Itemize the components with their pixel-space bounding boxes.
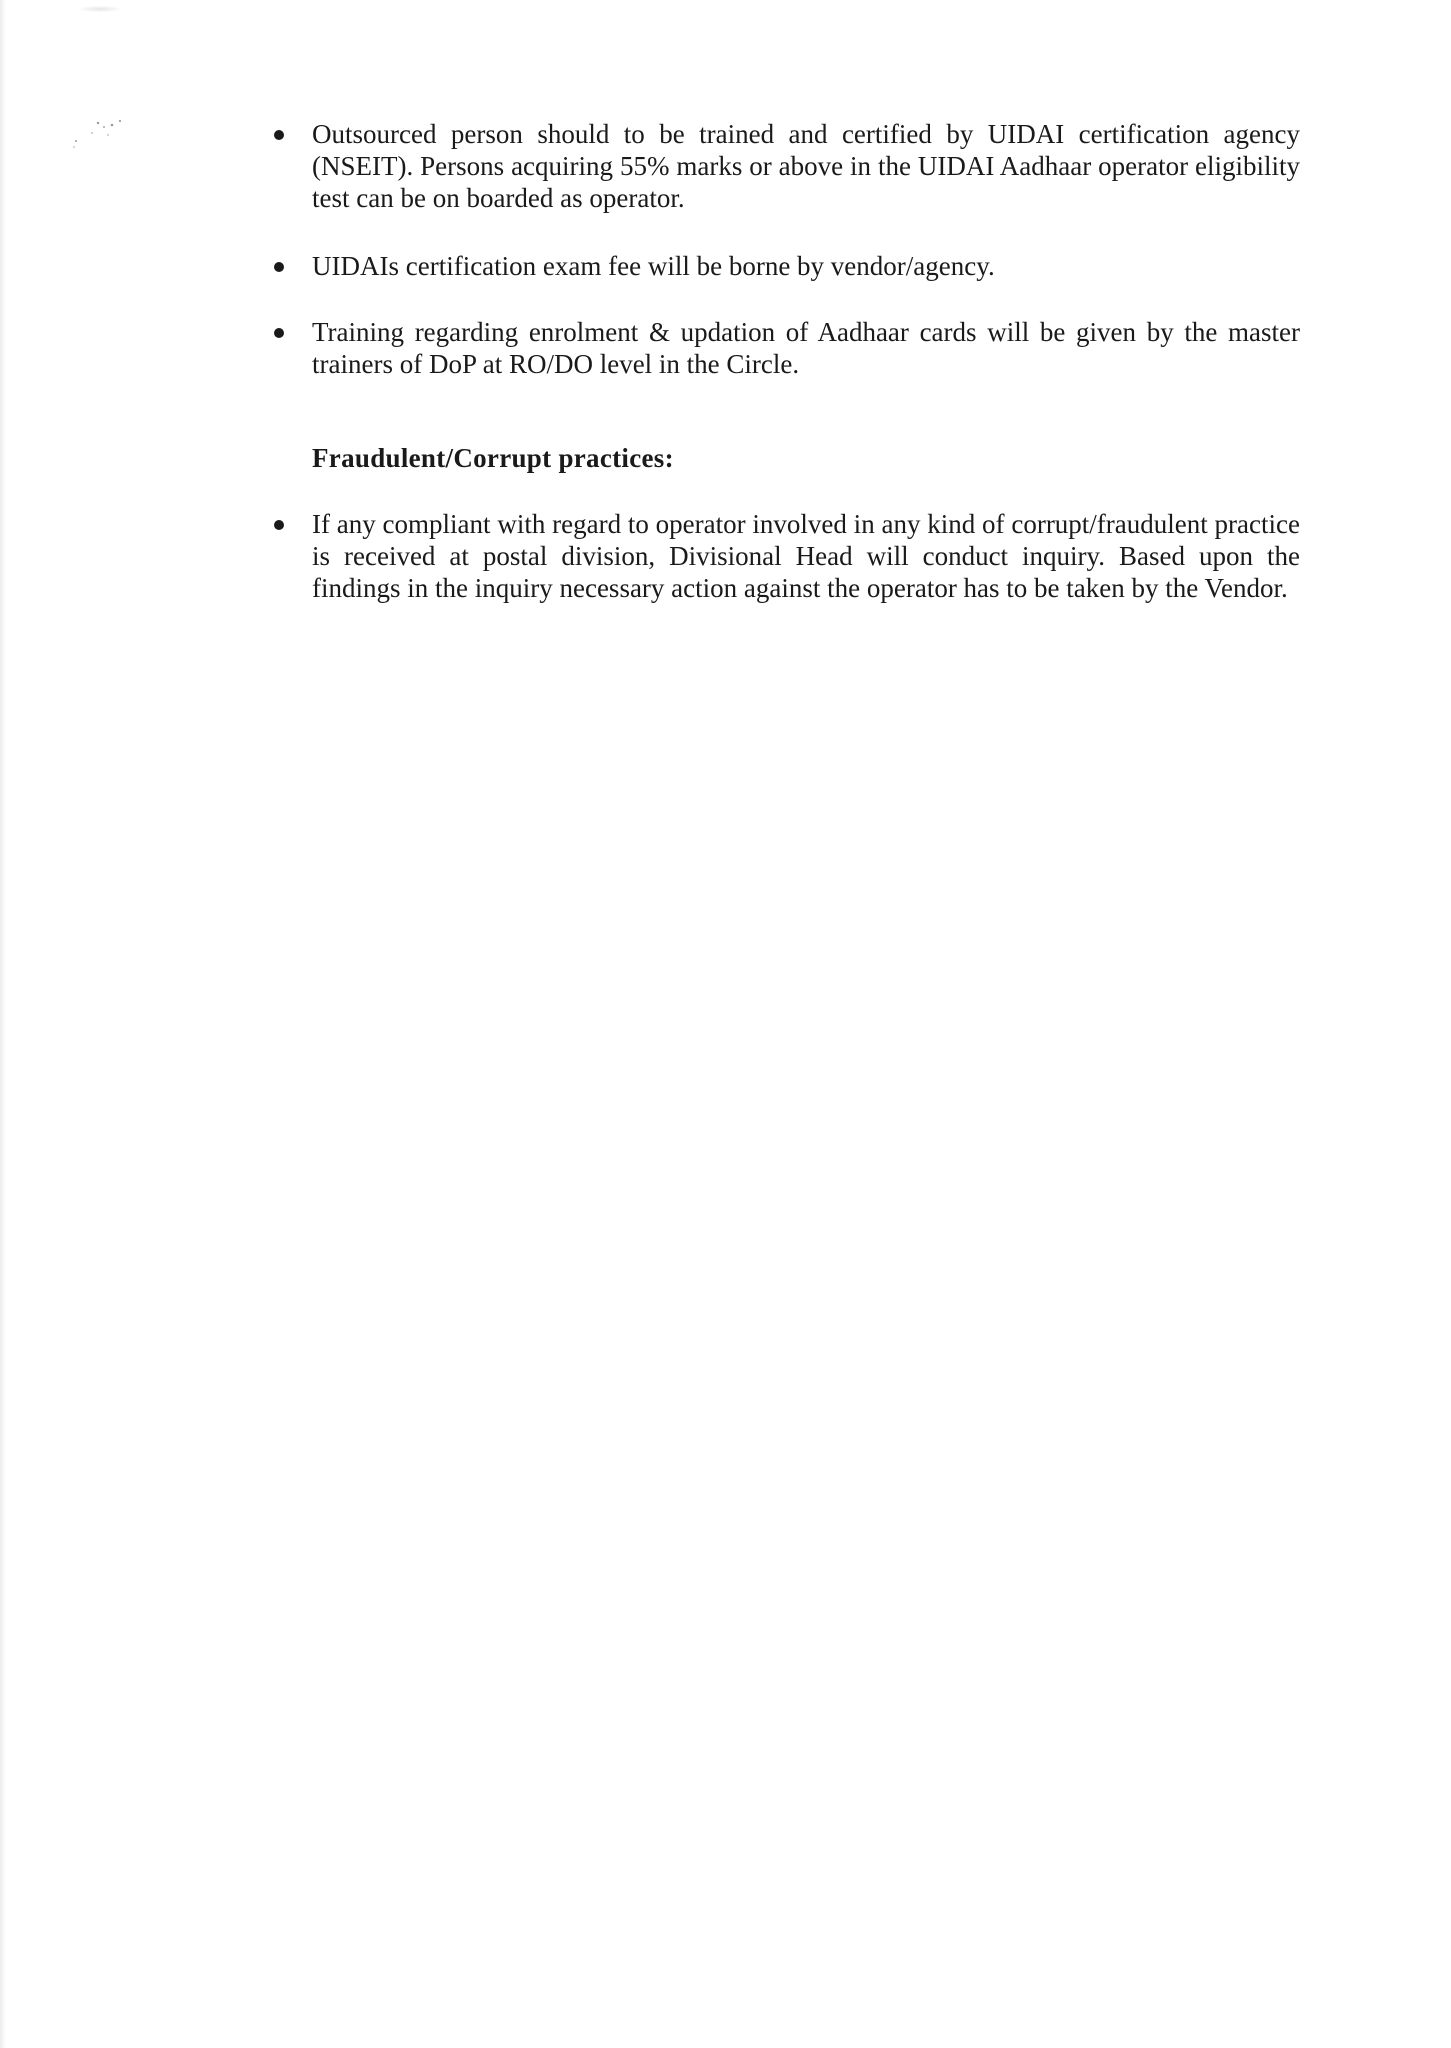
list-item-text: Training regarding enrolment & updation of Aadhaar cards will be given by the master trainers of DoP at RO/DO level in the Circle. <box>312 317 1300 379</box>
bullet-list-top <box>268 118 1300 380</box>
list-item-text: Outsourced person should to be trained and certified by UIDAI certification agency (NSEIT). Persons acquiring 55% marks or above in the UIDAI Aadhaar operator eligibility test can be on boarded as operator. <box>312 119 1300 213</box>
scan-speck-marks <box>68 115 128 155</box>
bullet-icon <box>274 520 284 530</box>
list-item <box>268 316 1300 380</box>
section-heading: Fraudulent/Corrupt practices: <box>312 443 674 473</box>
list-item-text: UIDAIs certification exam fee will be borne by vendor/agency. <box>312 251 995 281</box>
list-item-text: If any compliant with regard to operator involved in any kind of corrupt/fraudulent practice is received at postal division, Divisional Head will conduct inquiry. Based upon the findings in the inquiry necessary action against the operator has to be taken by the Vendor. <box>312 509 1300 603</box>
bullet-icon <box>274 262 284 272</box>
bullet-icon <box>274 328 284 338</box>
list-item <box>268 250 1300 282</box>
list-item <box>268 118 1300 214</box>
document-body <box>268 118 1300 604</box>
scan-edge-shadow <box>0 0 6 2048</box>
scan-mark <box>80 6 120 12</box>
list-item <box>268 508 1300 604</box>
bullet-list-section <box>268 508 1300 604</box>
bullet-icon <box>274 130 284 140</box>
